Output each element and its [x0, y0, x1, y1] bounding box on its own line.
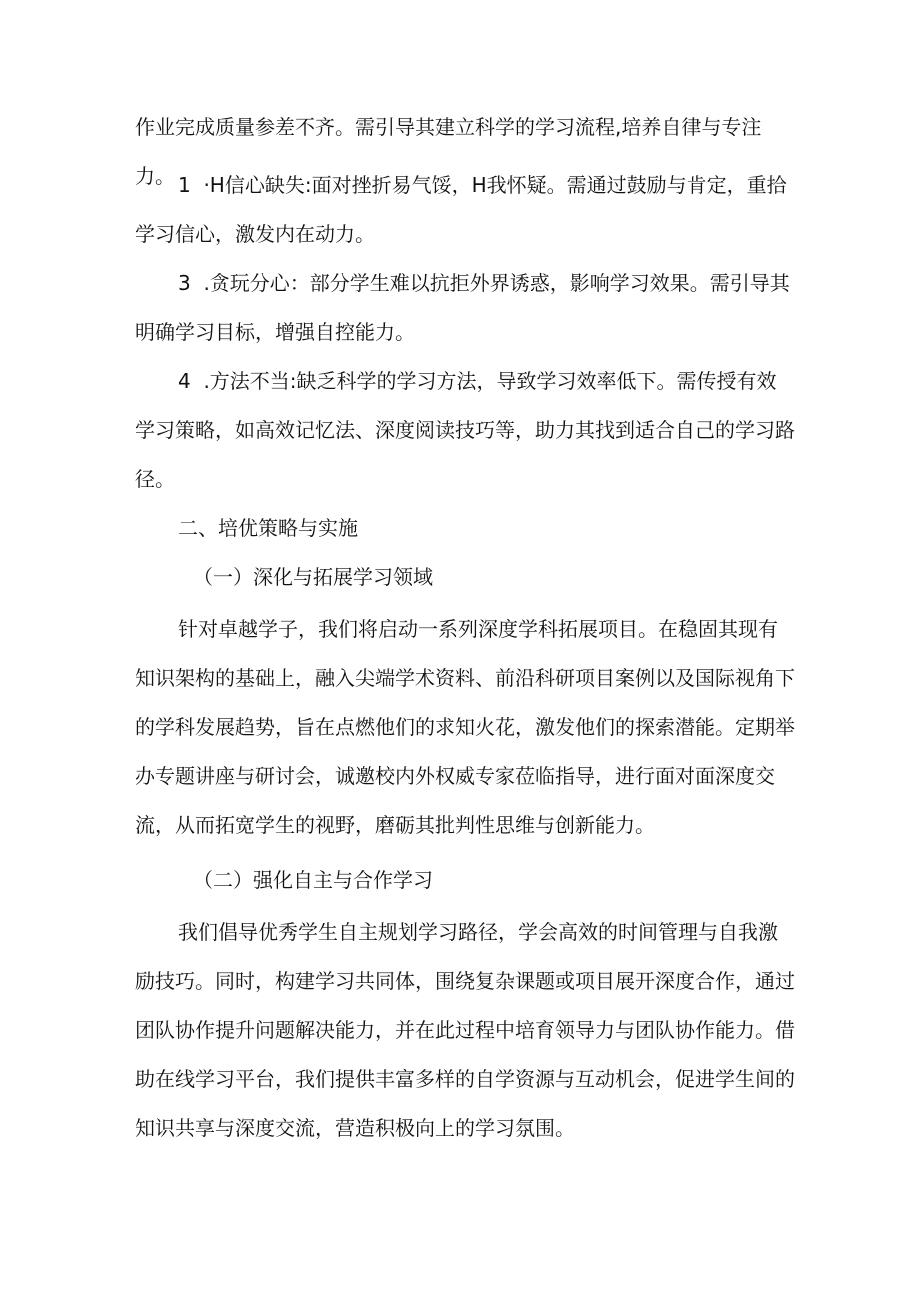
section-heading-strategy: 二、培优策略与实施 [178, 516, 358, 540]
list-item-distraction: 3 .贪玩分心：部分学生难以抗拒外界诱惑，影响学习效果。需引导其明确学习目标，增强自控能力。 [135, 271, 790, 344]
paragraph-continuation: 作业完成质量参差不齐。需引导其建立科学的学习流程,培养自律与专注力。 [135, 115, 762, 188]
list-item-confidence: 1 ·H信心缺失:面对挫折易气馁，H我怀疑。需通过鼓励与肯定，重拾学习信心，激发内在动力。 [135, 173, 787, 246]
paragraph-autonomy: 我们倡导优秀学生自主规划学习路径，学会高效的时间管理与自我激励技巧。同时，构建学习共同体，围绕复杂课题或项目展开深度合作，通过团队协作提升问题解决能力，并在此过程中培育领导力与团队协作能力。借助在线学习平台，我们提供丰富多样的自学资源与互动机会，促进学生间的知识共享与深度交流，营造积极向上的学习氛围。 [135, 920, 795, 1140]
subsection-heading-2: （二）强化自主与合作学习 [193, 868, 433, 892]
subsection-heading-1: （一）深化与拓展学习领域 [193, 565, 433, 589]
paragraph-deepen: 针对卓越学子，我们将启动一系列深度学科拓展项目。在稳固其现有知识架构的基础上，融入尖端学术资料、前沿科研项目案例以及国际视角下的学科发展趋势，旨在点燃他们的求知火花，激发他们的探索潜能。定期举办专题讲座与研讨会，诚邀校内外权威专家莅临指导，进行面对面深度交流，从而拓宽学生的视野，磨砺其批判性思维与创新能力。 [135, 617, 795, 837]
list-item-method: 4 .方法不当:缺乏科学的学习方法，导致学习效率低下。需传授有效学习策略，如高效记忆法、深度阅读技巧等，助力其找到适合自己的学习路径。 [135, 369, 795, 491]
